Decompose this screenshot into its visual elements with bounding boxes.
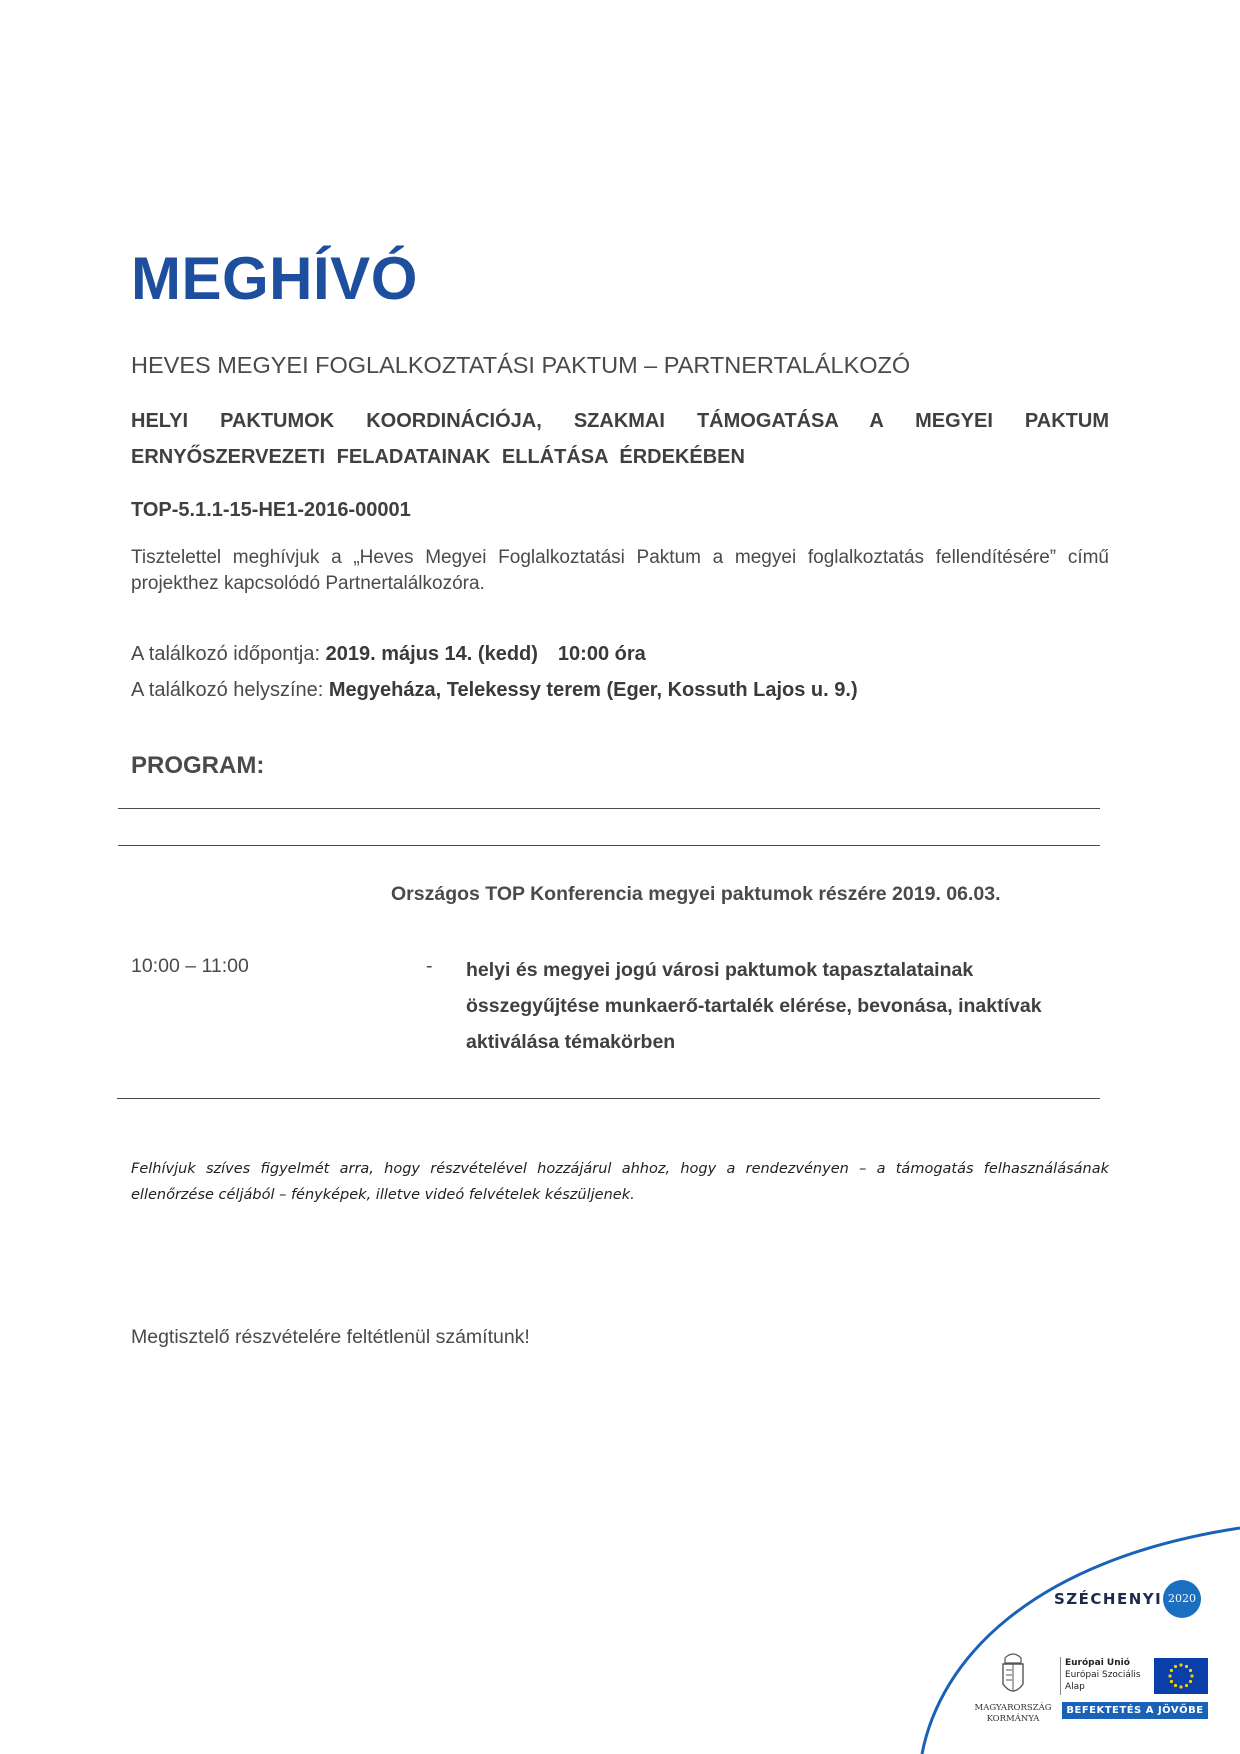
project-title: HELYI PAKTUMOK KOORDINÁCIÓJA, SZAKMAI TÁMOGATÁSA A MEGYEI PAKTUM ERNYŐSZERVEZETI FELADATAINAK ELLÁTÁSA ÉRDEKÉBEN <box>131 410 1109 468</box>
eu-star-icon <box>1179 1685 1182 1688</box>
eu-star-icon <box>1170 1669 1173 1672</box>
meeting-date: 2019. május 14. (kedd) <box>325 643 538 665</box>
invest-banner: BEFEKTETÉS A JÖVŐBE <box>1062 1702 1208 1719</box>
eu-star-icon <box>1185 1665 1188 1668</box>
eu-logo-text <box>1065 1657 1141 1693</box>
program-rule-top <box>118 808 1100 809</box>
program-topic: helyi és megyei jogú városi paktumok tapasztalatainak összegyűjtése munkaerő-tartalék elérése, bevonása, inaktívak aktiválása témakörben <box>466 959 1042 1053</box>
meeting-place-label: A találkozó helyszíne: <box>131 679 329 701</box>
government-logo-text <box>968 1703 1058 1725</box>
program-rule-second <box>118 845 1100 846</box>
eu-star-icon <box>1174 1684 1177 1687</box>
eu-line-2: Európai Szociális <box>1065 1670 1141 1680</box>
meeting-place-value: Megyeháza, Telekessy terem (Eger, Kossuth Lajos u. 9.) <box>328 679 858 701</box>
eu-star-icon <box>1185 1684 1188 1687</box>
hungarian-coat-of-arms-icon <box>996 1650 1030 1702</box>
program-dash: - <box>426 955 433 977</box>
eu-star-icon <box>1179 1663 1182 1666</box>
meeting-time <box>131 643 646 666</box>
program-conference: Országos TOP Konferencia megyei paktumok részére 2019. 06.03. <box>391 883 1001 905</box>
intro-text: Tisztelettel meghívjuk a „Heves Megyei Foglalkoztatási Paktum a megyei foglalkoztatás fellendítésére” című projekthez kapcsolódó Partnertalálkozóra. <box>131 547 1109 594</box>
document-title: MEGHÍVÓ <box>131 245 418 312</box>
photo-notice: Felhívjuk szíves figyelmét arra, hogy részvételével hozzájárul ahhoz, hogy a rendezvényen – a támogatás felhasználásának ellenőrzése céljából – fényképek, illetve videó felvételek készüljenek. <box>131 1161 1109 1203</box>
szechenyi-pin-icon: 2020 <box>1163 1580 1201 1618</box>
closing-text: Megtisztelő részvételére feltétlenül számítunk! <box>131 1326 530 1348</box>
meeting-hour: 10:00 óra <box>557 643 646 665</box>
project-code: TOP-5.1.1-15-HE1-2016-00001 <box>131 499 411 521</box>
gov-line-2: KORMÁNYA <box>986 1714 1040 1724</box>
eu-line-3: Alap <box>1065 1682 1085 1692</box>
eu-star-icon <box>1174 1665 1177 1668</box>
eu-star-icon <box>1189 1680 1192 1683</box>
szechenyi-logo-text: SZÉCHENYI <box>1054 1590 1163 1608</box>
program-rule-bottom <box>117 1098 1100 1099</box>
eu-star-icon <box>1189 1669 1192 1672</box>
program-heading: PROGRAM: <box>131 752 265 779</box>
gov-line-1: MAGYARORSZÁG <box>974 1703 1052 1713</box>
program-time: 10:00 – 11:00 <box>131 955 249 977</box>
logo-divider <box>1060 1657 1061 1695</box>
meeting-time-label: A találkozó időpontja: <box>131 643 326 665</box>
document-subtitle: HEVES MEGYEI FOGLALKOZTATÁSI PAKTUM – PARTNERTALÁLKOZÓ <box>131 352 911 378</box>
eu-line-1: Európai Unió <box>1065 1658 1130 1668</box>
meeting-place <box>131 679 858 702</box>
eu-star-icon <box>1168 1674 1171 1677</box>
eu-flag-icon <box>1154 1658 1208 1694</box>
eu-star-icon <box>1190 1674 1193 1677</box>
eu-star-icon <box>1170 1680 1173 1683</box>
